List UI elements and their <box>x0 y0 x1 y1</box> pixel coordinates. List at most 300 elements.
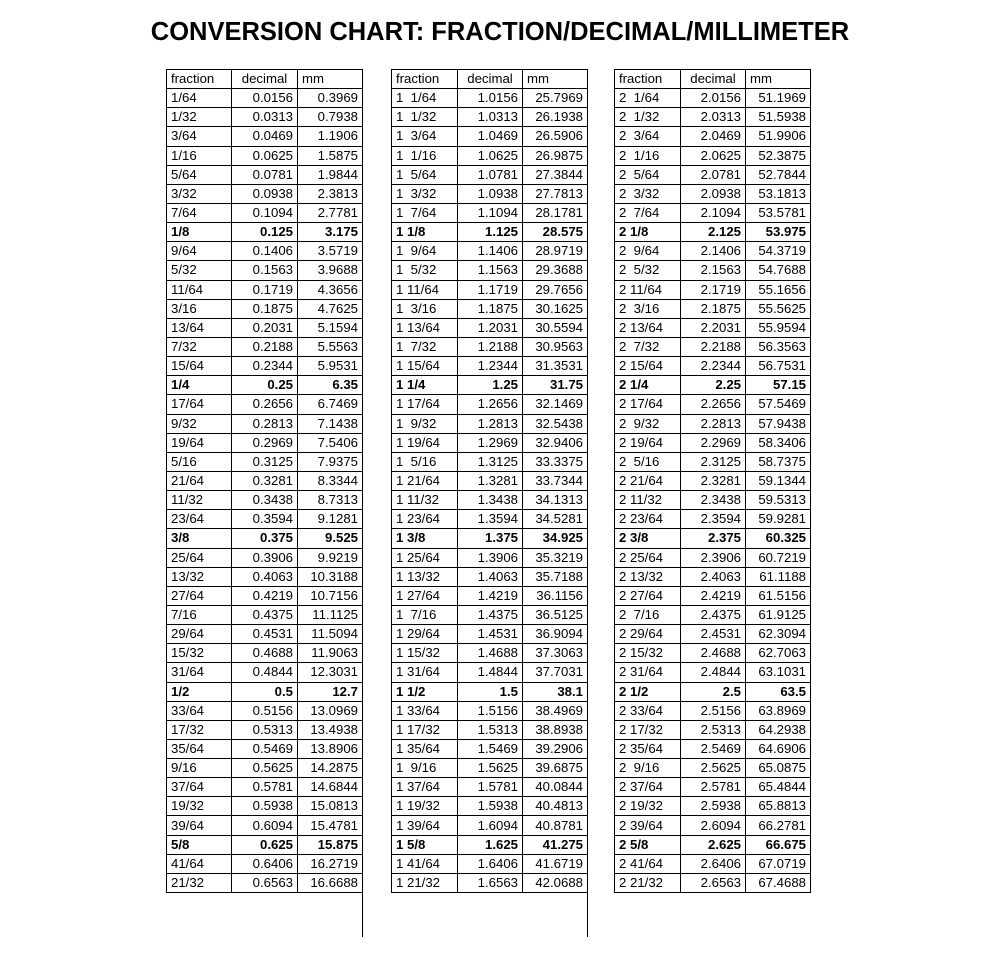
fraction-cell: 1/32 <box>167 108 232 127</box>
mm-cell: 5.9531 <box>298 357 363 376</box>
fraction-cell: 2 5/64 <box>615 165 681 184</box>
table-row <box>615 759 811 778</box>
decimal-cell: 0.3438 <box>232 491 298 510</box>
table-row <box>167 433 363 452</box>
decimal-cell: 2.6406 <box>681 854 746 873</box>
decimal-cell: 1.0469 <box>458 127 523 146</box>
table-row <box>392 835 588 854</box>
decimal-cell: 2.1406 <box>681 242 746 261</box>
mm-cell: 40.8781 <box>523 816 588 835</box>
decimal-cell: 2.0313 <box>681 108 746 127</box>
mm-cell: 51.1969 <box>746 89 811 108</box>
mm-cell: 14.6844 <box>298 778 363 797</box>
table-row <box>392 873 588 892</box>
fraction-cell: 1 1/8 <box>392 223 458 242</box>
fraction-cell: 1 5/64 <box>392 165 458 184</box>
table-row <box>167 816 363 835</box>
table-row <box>167 567 363 586</box>
fraction-cell: 1 3/32 <box>392 184 458 203</box>
fraction-cell: 1/16 <box>167 146 232 165</box>
table-row <box>615 835 811 854</box>
fraction-cell: 33/64 <box>167 701 232 720</box>
decimal-cell: 1.3594 <box>458 510 523 529</box>
fraction-cell: 1 11/32 <box>392 491 458 510</box>
table-row <box>167 720 363 739</box>
decimal-cell: 2.5469 <box>681 739 746 758</box>
mm-cell: 26.5906 <box>523 127 588 146</box>
fraction-cell: 19/64 <box>167 433 232 452</box>
table-row <box>392 797 588 816</box>
decimal-cell: 0.2031 <box>232 318 298 337</box>
fraction-cell: 1 7/64 <box>392 203 458 222</box>
decimal-cell: 2.6094 <box>681 816 746 835</box>
decimal-cell: 1.1094 <box>458 203 523 222</box>
decimal-cell: 0.2813 <box>232 414 298 433</box>
table-row <box>392 452 588 471</box>
table-row <box>167 854 363 873</box>
mm-cell: 54.7688 <box>746 261 811 280</box>
table-row <box>615 261 811 280</box>
table-row <box>615 491 811 510</box>
table-row <box>167 835 363 854</box>
mm-cell: 58.3406 <box>746 433 811 452</box>
mm-cell: 8.7313 <box>298 491 363 510</box>
table-row <box>615 280 811 299</box>
table-row <box>615 471 811 490</box>
decimal-cell: 0.6563 <box>232 873 298 892</box>
table-row <box>615 510 811 529</box>
mm-cell: 30.1625 <box>523 299 588 318</box>
fraction-cell: 1 15/64 <box>392 357 458 376</box>
table-row <box>392 376 588 395</box>
decimal-cell: 1.2656 <box>458 395 523 414</box>
table-row <box>615 720 811 739</box>
column-header-decimal: decimal <box>458 70 523 89</box>
table-row <box>392 625 588 644</box>
fraction-cell: 2 9/16 <box>615 759 681 778</box>
fraction-cell: 1 1/64 <box>392 89 458 108</box>
fraction-cell: 1 13/64 <box>392 318 458 337</box>
table-row <box>167 797 363 816</box>
fraction-cell: 3/64 <box>167 127 232 146</box>
decimal-cell: 2.2969 <box>681 433 746 452</box>
mm-cell: 29.7656 <box>523 280 588 299</box>
decimal-cell: 0.6094 <box>232 816 298 835</box>
mm-cell: 60.7219 <box>746 548 811 567</box>
mm-cell: 33.7344 <box>523 471 588 490</box>
decimal-cell: 0.4063 <box>232 567 298 586</box>
mm-cell: 61.1188 <box>746 567 811 586</box>
table-row <box>615 203 811 222</box>
decimal-cell: 1.3438 <box>458 491 523 510</box>
fraction-cell: 2 3/64 <box>615 127 681 146</box>
fraction-cell: 11/64 <box>167 280 232 299</box>
decimal-cell: 1.5625 <box>458 759 523 778</box>
table-row <box>167 184 363 203</box>
page-title: CONVERSION CHART: FRACTION/DECIMAL/MILLIMETER <box>150 18 850 46</box>
decimal-cell: 1.4531 <box>458 625 523 644</box>
fraction-cell: 2 11/64 <box>615 280 681 299</box>
fraction-cell: 1 33/64 <box>392 701 458 720</box>
table-row <box>167 299 363 318</box>
decimal-cell: 0.1094 <box>232 203 298 222</box>
decimal-cell: 0.375 <box>232 529 298 548</box>
decimal-cell: 2.5 <box>681 682 746 701</box>
decimal-cell: 1.2188 <box>458 337 523 356</box>
mm-cell: 31.75 <box>523 376 588 395</box>
mm-cell: 12.7 <box>298 682 363 701</box>
mm-cell: 11.1125 <box>298 605 363 624</box>
decimal-cell: 1.5469 <box>458 739 523 758</box>
fraction-cell: 1 19/64 <box>392 433 458 452</box>
mm-cell: 25.7969 <box>523 89 588 108</box>
fraction-cell: 1 1/16 <box>392 146 458 165</box>
mm-cell: 36.5125 <box>523 605 588 624</box>
mm-cell: 5.5563 <box>298 337 363 356</box>
table-row <box>392 108 588 127</box>
mm-cell: 10.7156 <box>298 586 363 605</box>
fraction-cell: 41/64 <box>167 854 232 873</box>
fraction-cell: 1 3/8 <box>392 529 458 548</box>
table-row <box>615 395 811 414</box>
mm-cell: 15.875 <box>298 835 363 854</box>
table-row <box>392 318 588 337</box>
decimal-cell: 0.5781 <box>232 778 298 797</box>
conversion-table-1-to-2 <box>391 69 588 893</box>
mm-cell: 56.3563 <box>746 337 811 356</box>
decimal-cell: 0.6406 <box>232 854 298 873</box>
mm-cell: 32.1469 <box>523 395 588 414</box>
fraction-cell: 1 3/64 <box>392 127 458 146</box>
table-row <box>167 682 363 701</box>
table-row <box>615 242 811 261</box>
decimal-cell: 0.625 <box>232 835 298 854</box>
table-row <box>392 127 588 146</box>
decimal-cell: 1.1563 <box>458 261 523 280</box>
fraction-cell: 1 17/64 <box>392 395 458 414</box>
header-row <box>392 70 588 89</box>
column-header-fraction: fraction <box>392 70 458 89</box>
mm-cell: 60.325 <box>746 529 811 548</box>
fraction-cell: 21/64 <box>167 471 232 490</box>
decimal-cell: 1.125 <box>458 223 523 242</box>
table-row <box>615 663 811 682</box>
decimal-cell: 2.6563 <box>681 873 746 892</box>
decimal-cell: 2.2656 <box>681 395 746 414</box>
decimal-cell: 0.0781 <box>232 165 298 184</box>
table-row <box>615 376 811 395</box>
fraction-cell: 2 17/64 <box>615 395 681 414</box>
decimal-cell: 2.1719 <box>681 280 746 299</box>
mm-cell: 41.6719 <box>523 854 588 873</box>
fraction-cell: 15/64 <box>167 357 232 376</box>
mm-cell: 1.5875 <box>298 146 363 165</box>
mm-cell: 64.6906 <box>746 739 811 758</box>
decimal-cell: 2.1094 <box>681 203 746 222</box>
mm-cell: 6.35 <box>298 376 363 395</box>
decimal-cell: 2.4844 <box>681 663 746 682</box>
fraction-cell: 1 9/16 <box>392 759 458 778</box>
table-row <box>167 452 363 471</box>
decimal-cell: 0.0625 <box>232 146 298 165</box>
table-row <box>615 433 811 452</box>
fraction-cell: 1 27/64 <box>392 586 458 605</box>
decimal-cell: 0.3125 <box>232 452 298 471</box>
table-row <box>615 127 811 146</box>
fraction-cell: 2 21/64 <box>615 471 681 490</box>
decimal-cell: 1.5781 <box>458 778 523 797</box>
mm-cell: 59.9281 <box>746 510 811 529</box>
decimal-cell: 1.6406 <box>458 854 523 873</box>
decimal-cell: 2.0625 <box>681 146 746 165</box>
table-row <box>167 605 363 624</box>
decimal-cell: 0.5625 <box>232 759 298 778</box>
table-row <box>615 452 811 471</box>
decimal-cell: 1.6563 <box>458 873 523 892</box>
table-body <box>167 70 363 893</box>
fraction-cell: 37/64 <box>167 778 232 797</box>
decimal-cell: 0.3281 <box>232 471 298 490</box>
decimal-cell: 2.1563 <box>681 261 746 280</box>
mm-cell: 9.9219 <box>298 548 363 567</box>
fraction-cell: 1 21/32 <box>392 873 458 892</box>
table-row <box>615 567 811 586</box>
decimal-cell: 1.5 <box>458 682 523 701</box>
table-row <box>392 548 588 567</box>
mm-cell: 61.5156 <box>746 586 811 605</box>
mm-cell: 28.9719 <box>523 242 588 261</box>
table-row <box>615 529 811 548</box>
mm-cell: 67.4688 <box>746 873 811 892</box>
mm-cell: 31.3531 <box>523 357 588 376</box>
fraction-cell: 1 19/32 <box>392 797 458 816</box>
table-row <box>392 299 588 318</box>
mm-cell: 0.7938 <box>298 108 363 127</box>
table-row <box>392 242 588 261</box>
mm-cell: 63.5 <box>746 682 811 701</box>
fraction-cell: 5/16 <box>167 452 232 471</box>
fraction-cell: 39/64 <box>167 816 232 835</box>
table-row <box>615 625 811 644</box>
fraction-cell: 2 1/32 <box>615 108 681 127</box>
mm-cell: 13.0969 <box>298 701 363 720</box>
mm-cell: 62.3094 <box>746 625 811 644</box>
fraction-cell: 5/8 <box>167 835 232 854</box>
decimal-cell: 0.0469 <box>232 127 298 146</box>
decimal-cell: 0.1719 <box>232 280 298 299</box>
decimal-cell: 1.3281 <box>458 471 523 490</box>
decimal-cell: 2.4531 <box>681 625 746 644</box>
mm-cell: 28.575 <box>523 223 588 242</box>
mm-cell: 51.5938 <box>746 108 811 127</box>
mm-cell: 8.3344 <box>298 471 363 490</box>
mm-cell: 38.1 <box>523 682 588 701</box>
decimal-cell: 2.125 <box>681 223 746 242</box>
decimal-cell: 1.2031 <box>458 318 523 337</box>
decimal-cell: 2.2813 <box>681 414 746 433</box>
fraction-cell: 29/64 <box>167 625 232 644</box>
decimal-cell: 0.3594 <box>232 510 298 529</box>
fraction-cell: 9/16 <box>167 759 232 778</box>
mm-cell: 53.1813 <box>746 184 811 203</box>
mm-cell: 16.6688 <box>298 873 363 892</box>
decimal-cell: 1.0156 <box>458 89 523 108</box>
mm-cell: 39.6875 <box>523 759 588 778</box>
decimal-cell: 0.5 <box>232 682 298 701</box>
table-row <box>392 165 588 184</box>
decimal-cell: 0.4844 <box>232 663 298 682</box>
table-row <box>167 395 363 414</box>
table-row <box>392 854 588 873</box>
fraction-cell: 7/32 <box>167 337 232 356</box>
mm-cell: 67.0719 <box>746 854 811 873</box>
fraction-cell: 2 15/64 <box>615 357 681 376</box>
decimal-cell: 1.2969 <box>458 433 523 452</box>
fraction-cell: 35/64 <box>167 739 232 758</box>
fraction-cell: 7/16 <box>167 605 232 624</box>
fraction-cell: 2 19/64 <box>615 433 681 452</box>
table-row <box>167 203 363 222</box>
fraction-cell: 2 11/32 <box>615 491 681 510</box>
table-row <box>392 682 588 701</box>
fraction-cell: 5/64 <box>167 165 232 184</box>
header-row <box>615 70 811 89</box>
table-row <box>615 854 811 873</box>
decimal-cell: 2.25 <box>681 376 746 395</box>
fraction-cell: 1 13/32 <box>392 567 458 586</box>
mm-cell: 40.0844 <box>523 778 588 797</box>
decimal-cell: 0.5938 <box>232 797 298 816</box>
decimal-cell: 0.25 <box>232 376 298 395</box>
mm-cell: 16.2719 <box>298 854 363 873</box>
mm-cell: 37.7031 <box>523 663 588 682</box>
mm-cell: 30.9563 <box>523 337 588 356</box>
column-header-fraction: fraction <box>167 70 232 89</box>
fraction-cell: 2 37/64 <box>615 778 681 797</box>
table-row <box>392 491 588 510</box>
fraction-cell: 1/64 <box>167 89 232 108</box>
mm-cell: 55.5625 <box>746 299 811 318</box>
decimal-cell: 2.4375 <box>681 605 746 624</box>
table-row <box>392 529 588 548</box>
decimal-cell: 1.4063 <box>458 567 523 586</box>
table-row <box>392 510 588 529</box>
mm-cell: 66.2781 <box>746 816 811 835</box>
table-row <box>615 299 811 318</box>
decimal-cell: 1.1719 <box>458 280 523 299</box>
mm-cell: 30.5594 <box>523 318 588 337</box>
mm-cell: 5.1594 <box>298 318 363 337</box>
decimal-cell: 2.0781 <box>681 165 746 184</box>
table-row <box>392 720 588 739</box>
mm-cell: 11.9063 <box>298 644 363 663</box>
table-row <box>167 146 363 165</box>
decimal-cell: 0.2969 <box>232 433 298 452</box>
mm-cell: 38.8938 <box>523 720 588 739</box>
fraction-cell: 1 17/32 <box>392 720 458 739</box>
header-row <box>167 70 363 89</box>
table-row <box>167 89 363 108</box>
fraction-cell: 2 3/16 <box>615 299 681 318</box>
decimal-cell: 0.4531 <box>232 625 298 644</box>
mm-cell: 26.1938 <box>523 108 588 127</box>
fraction-cell: 1 3/16 <box>392 299 458 318</box>
table-row <box>615 223 811 242</box>
mm-cell: 61.9125 <box>746 605 811 624</box>
decimal-cell: 1.2344 <box>458 357 523 376</box>
table-row <box>392 701 588 720</box>
fraction-cell: 1 41/64 <box>392 854 458 873</box>
decimal-cell: 2.3281 <box>681 471 746 490</box>
decimal-cell: 1.4844 <box>458 663 523 682</box>
mm-cell: 57.5469 <box>746 395 811 414</box>
column-header-decimal: decimal <box>232 70 298 89</box>
decimal-cell: 0.3906 <box>232 548 298 567</box>
decimal-cell: 1.4219 <box>458 586 523 605</box>
decimal-cell: 2.3125 <box>681 452 746 471</box>
fraction-cell: 23/64 <box>167 510 232 529</box>
fraction-cell: 1 29/64 <box>392 625 458 644</box>
table-row <box>167 873 363 892</box>
decimal-cell: 2.5625 <box>681 759 746 778</box>
fraction-cell: 2 35/64 <box>615 739 681 758</box>
mm-cell: 27.7813 <box>523 184 588 203</box>
fraction-cell: 1/2 <box>167 682 232 701</box>
decimal-cell: 1.5156 <box>458 701 523 720</box>
mm-cell: 39.2906 <box>523 739 588 758</box>
mm-cell: 9.525 <box>298 529 363 548</box>
fraction-cell: 2 15/32 <box>615 644 681 663</box>
decimal-cell: 1.2813 <box>458 414 523 433</box>
fraction-cell: 1 23/64 <box>392 510 458 529</box>
fraction-cell: 31/64 <box>167 663 232 682</box>
table-row <box>392 739 588 758</box>
mm-cell: 59.1344 <box>746 471 811 490</box>
table-row <box>392 203 588 222</box>
fraction-cell: 2 41/64 <box>615 854 681 873</box>
fraction-cell: 1 5/32 <box>392 261 458 280</box>
table-row <box>615 318 811 337</box>
mm-cell: 65.4844 <box>746 778 811 797</box>
table-row <box>615 778 811 797</box>
fraction-cell: 1 39/64 <box>392 816 458 835</box>
table-row <box>167 357 363 376</box>
fraction-cell: 1 21/64 <box>392 471 458 490</box>
decimal-cell: 2.4688 <box>681 644 746 663</box>
fraction-cell: 13/64 <box>167 318 232 337</box>
table-row <box>615 108 811 127</box>
fraction-cell: 2 13/32 <box>615 567 681 586</box>
mm-cell: 13.8906 <box>298 739 363 758</box>
decimal-cell: 0.0938 <box>232 184 298 203</box>
table-row <box>167 586 363 605</box>
fraction-cell: 9/32 <box>167 414 232 433</box>
mm-cell: 58.7375 <box>746 452 811 471</box>
mm-cell: 29.3688 <box>523 261 588 280</box>
mm-cell: 65.8813 <box>746 797 811 816</box>
mm-cell: 63.8969 <box>746 701 811 720</box>
fraction-cell: 1 5/16 <box>392 452 458 471</box>
fraction-cell: 2 1/8 <box>615 223 681 242</box>
table-body <box>392 70 588 893</box>
fraction-cell: 13/32 <box>167 567 232 586</box>
decimal-cell: 0.0156 <box>232 89 298 108</box>
fraction-cell: 9/64 <box>167 242 232 261</box>
table-row <box>167 548 363 567</box>
mm-cell: 1.9844 <box>298 165 363 184</box>
decimal-cell: 1.25 <box>458 376 523 395</box>
table-row <box>167 414 363 433</box>
